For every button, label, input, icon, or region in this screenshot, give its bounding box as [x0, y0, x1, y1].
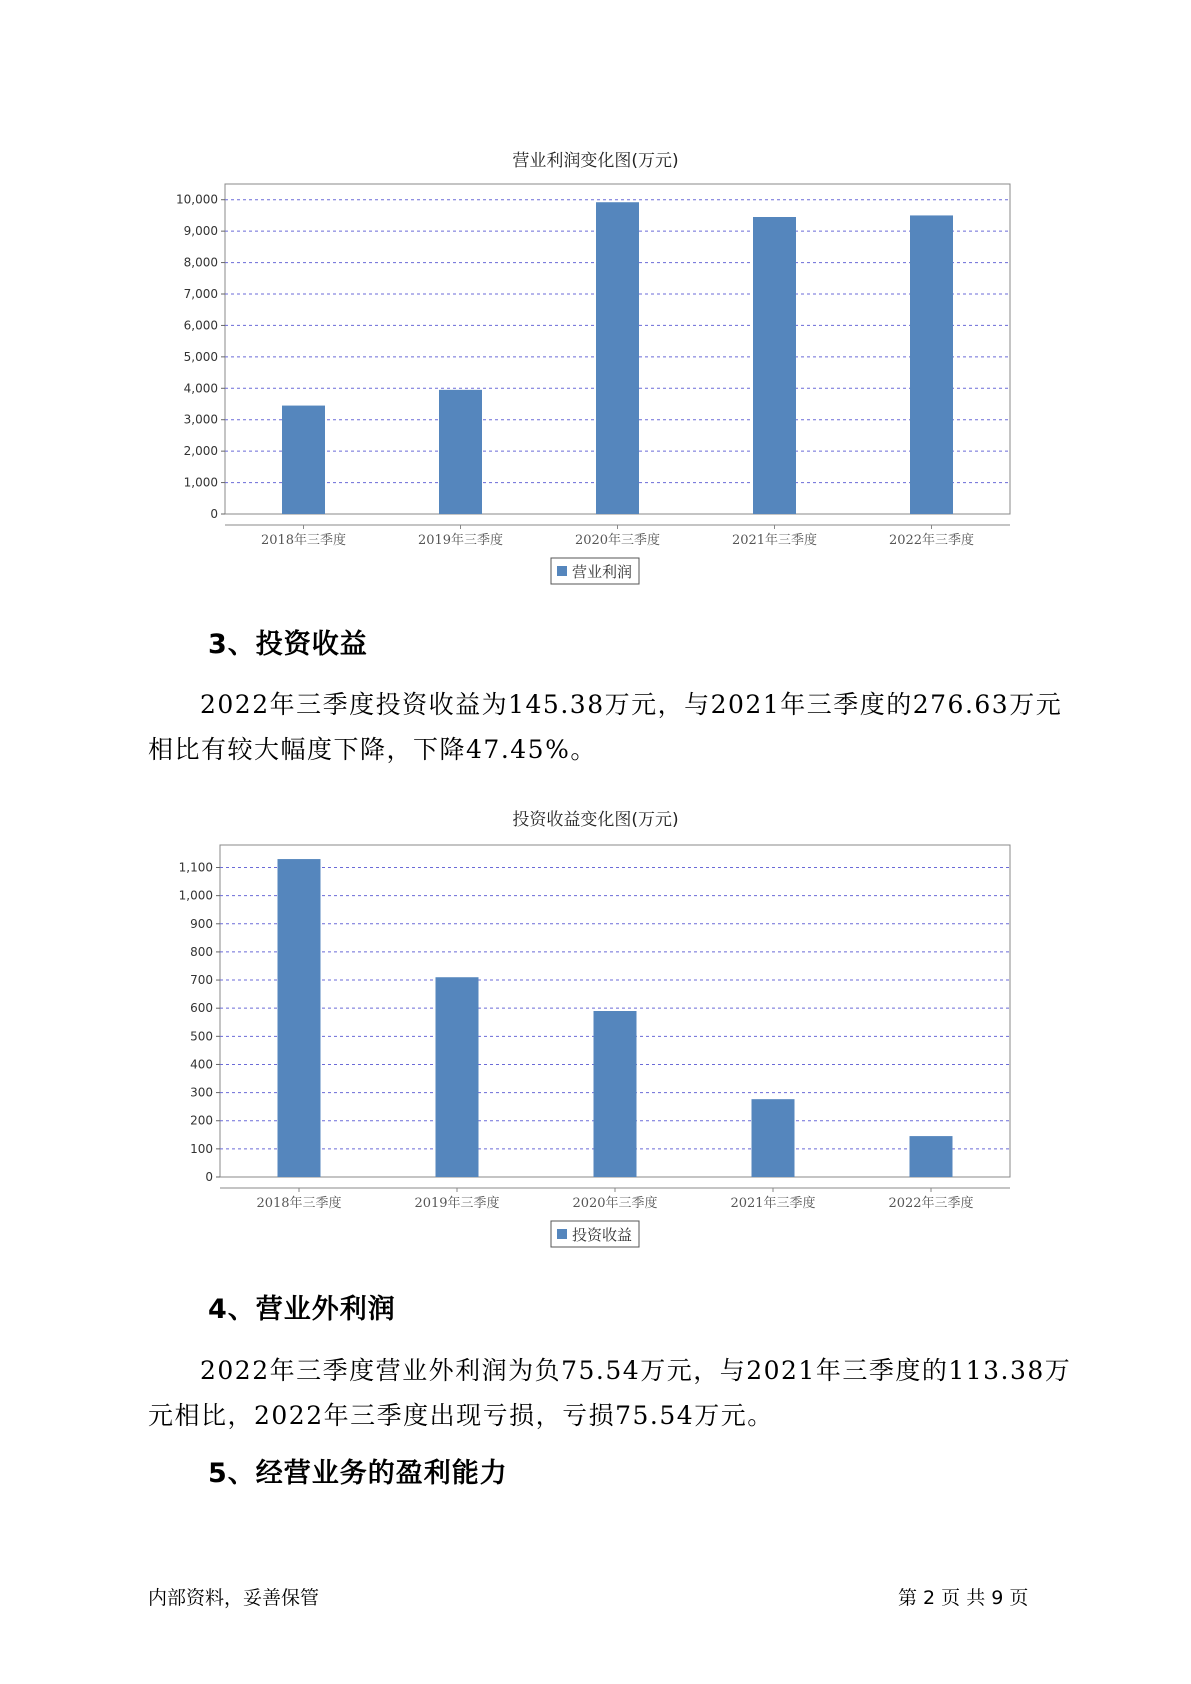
legend-swatch	[557, 1229, 567, 1239]
footer-confidential-note: 内部资料，妥善保管	[148, 1587, 320, 1609]
x-tick-label: 2020年三季度	[572, 1196, 658, 1211]
y-tick-label: 300	[190, 1085, 213, 1100]
y-tick-label: 200	[190, 1113, 213, 1128]
bar	[753, 217, 796, 514]
footer-page-number: 第 2 页 共 9 页	[898, 1587, 1029, 1609]
y-tick-label: 600	[190, 1001, 213, 1016]
legend-label: 营业利润	[572, 563, 633, 581]
x-tick-label: 2022年三季度	[888, 533, 975, 548]
bar	[594, 1011, 637, 1177]
y-tick-label: 4,000	[183, 381, 218, 396]
bar	[436, 977, 479, 1177]
section-4-line-2: 元相比，2022年三季度出现亏损，亏损75.54万元。	[148, 1401, 774, 1430]
bar	[439, 390, 482, 514]
y-tick-label: 500	[190, 1029, 213, 1044]
section-4-heading: 4、营业外利润	[208, 1294, 396, 1325]
bar	[752, 1099, 795, 1177]
x-tick-label: 2018年三季度	[260, 533, 347, 548]
y-tick-label: 0	[210, 507, 218, 521]
y-tick-label: 900	[190, 916, 213, 931]
y-tick-label: 8,000	[183, 255, 218, 270]
operating-profit-chart-title: 营业利润变化图(万元)	[512, 151, 679, 171]
section-4-line-1: 2022年三季度营业外利润为负75.54万元，与2021年三季度的113.38万	[200, 1356, 1072, 1385]
y-tick-label: 0	[205, 1170, 213, 1184]
y-tick-label: 800	[190, 944, 213, 959]
bar	[278, 859, 321, 1177]
bar	[596, 202, 639, 514]
operating-profit-chart	[0, 170, 1191, 630]
y-tick-label: 10,000	[176, 192, 218, 207]
section-3-heading: 3、投资收益	[208, 629, 368, 660]
y-tick-label: 5,000	[183, 349, 218, 364]
bar	[910, 215, 953, 514]
y-tick-label: 1,000	[178, 888, 213, 903]
investment-income-chart	[0, 830, 1191, 1250]
x-tick-label: 2022年三季度	[888, 1196, 974, 1211]
x-tick-label: 2018年三季度	[256, 1196, 342, 1211]
legend-swatch	[557, 566, 567, 576]
y-tick-label: 6,000	[183, 318, 218, 333]
section-3-paragraph	[148, 682, 1068, 772]
x-tick-label: 2021年三季度	[731, 533, 818, 548]
y-tick-label: 1,100	[178, 860, 213, 875]
bar	[910, 1136, 953, 1177]
x-tick-label: 2019年三季度	[417, 533, 504, 548]
y-tick-label: 700	[190, 973, 213, 988]
bar	[282, 406, 325, 514]
y-tick-label: 2,000	[183, 444, 218, 459]
y-tick-label: 3,000	[183, 412, 218, 427]
legend-label: 投资收益	[572, 1226, 633, 1244]
x-tick-label: 2021年三季度	[730, 1196, 816, 1211]
y-tick-label: 9,000	[183, 224, 218, 239]
y-tick-label: 400	[190, 1057, 213, 1072]
x-tick-label: 2019年三季度	[414, 1196, 500, 1211]
y-tick-label: 100	[190, 1141, 213, 1156]
section-3-line-1: 2022年三季度投资收益为145.38万元，与2021年三季度的276.63万元	[200, 690, 1063, 719]
section-4-paragraph	[148, 1348, 1072, 1438]
y-tick-label: 7,000	[183, 287, 218, 301]
section-3-line-2: 相比有较大幅度下降，下降47.45%。	[148, 735, 597, 764]
section-5-heading: 5、经营业务的盈利能力	[208, 1458, 508, 1489]
investment-income-chart-title: 投资收益变化图(万元)	[512, 810, 679, 830]
x-tick-label: 2020年三季度	[574, 533, 661, 548]
y-tick-label: 1,000	[183, 475, 218, 490]
